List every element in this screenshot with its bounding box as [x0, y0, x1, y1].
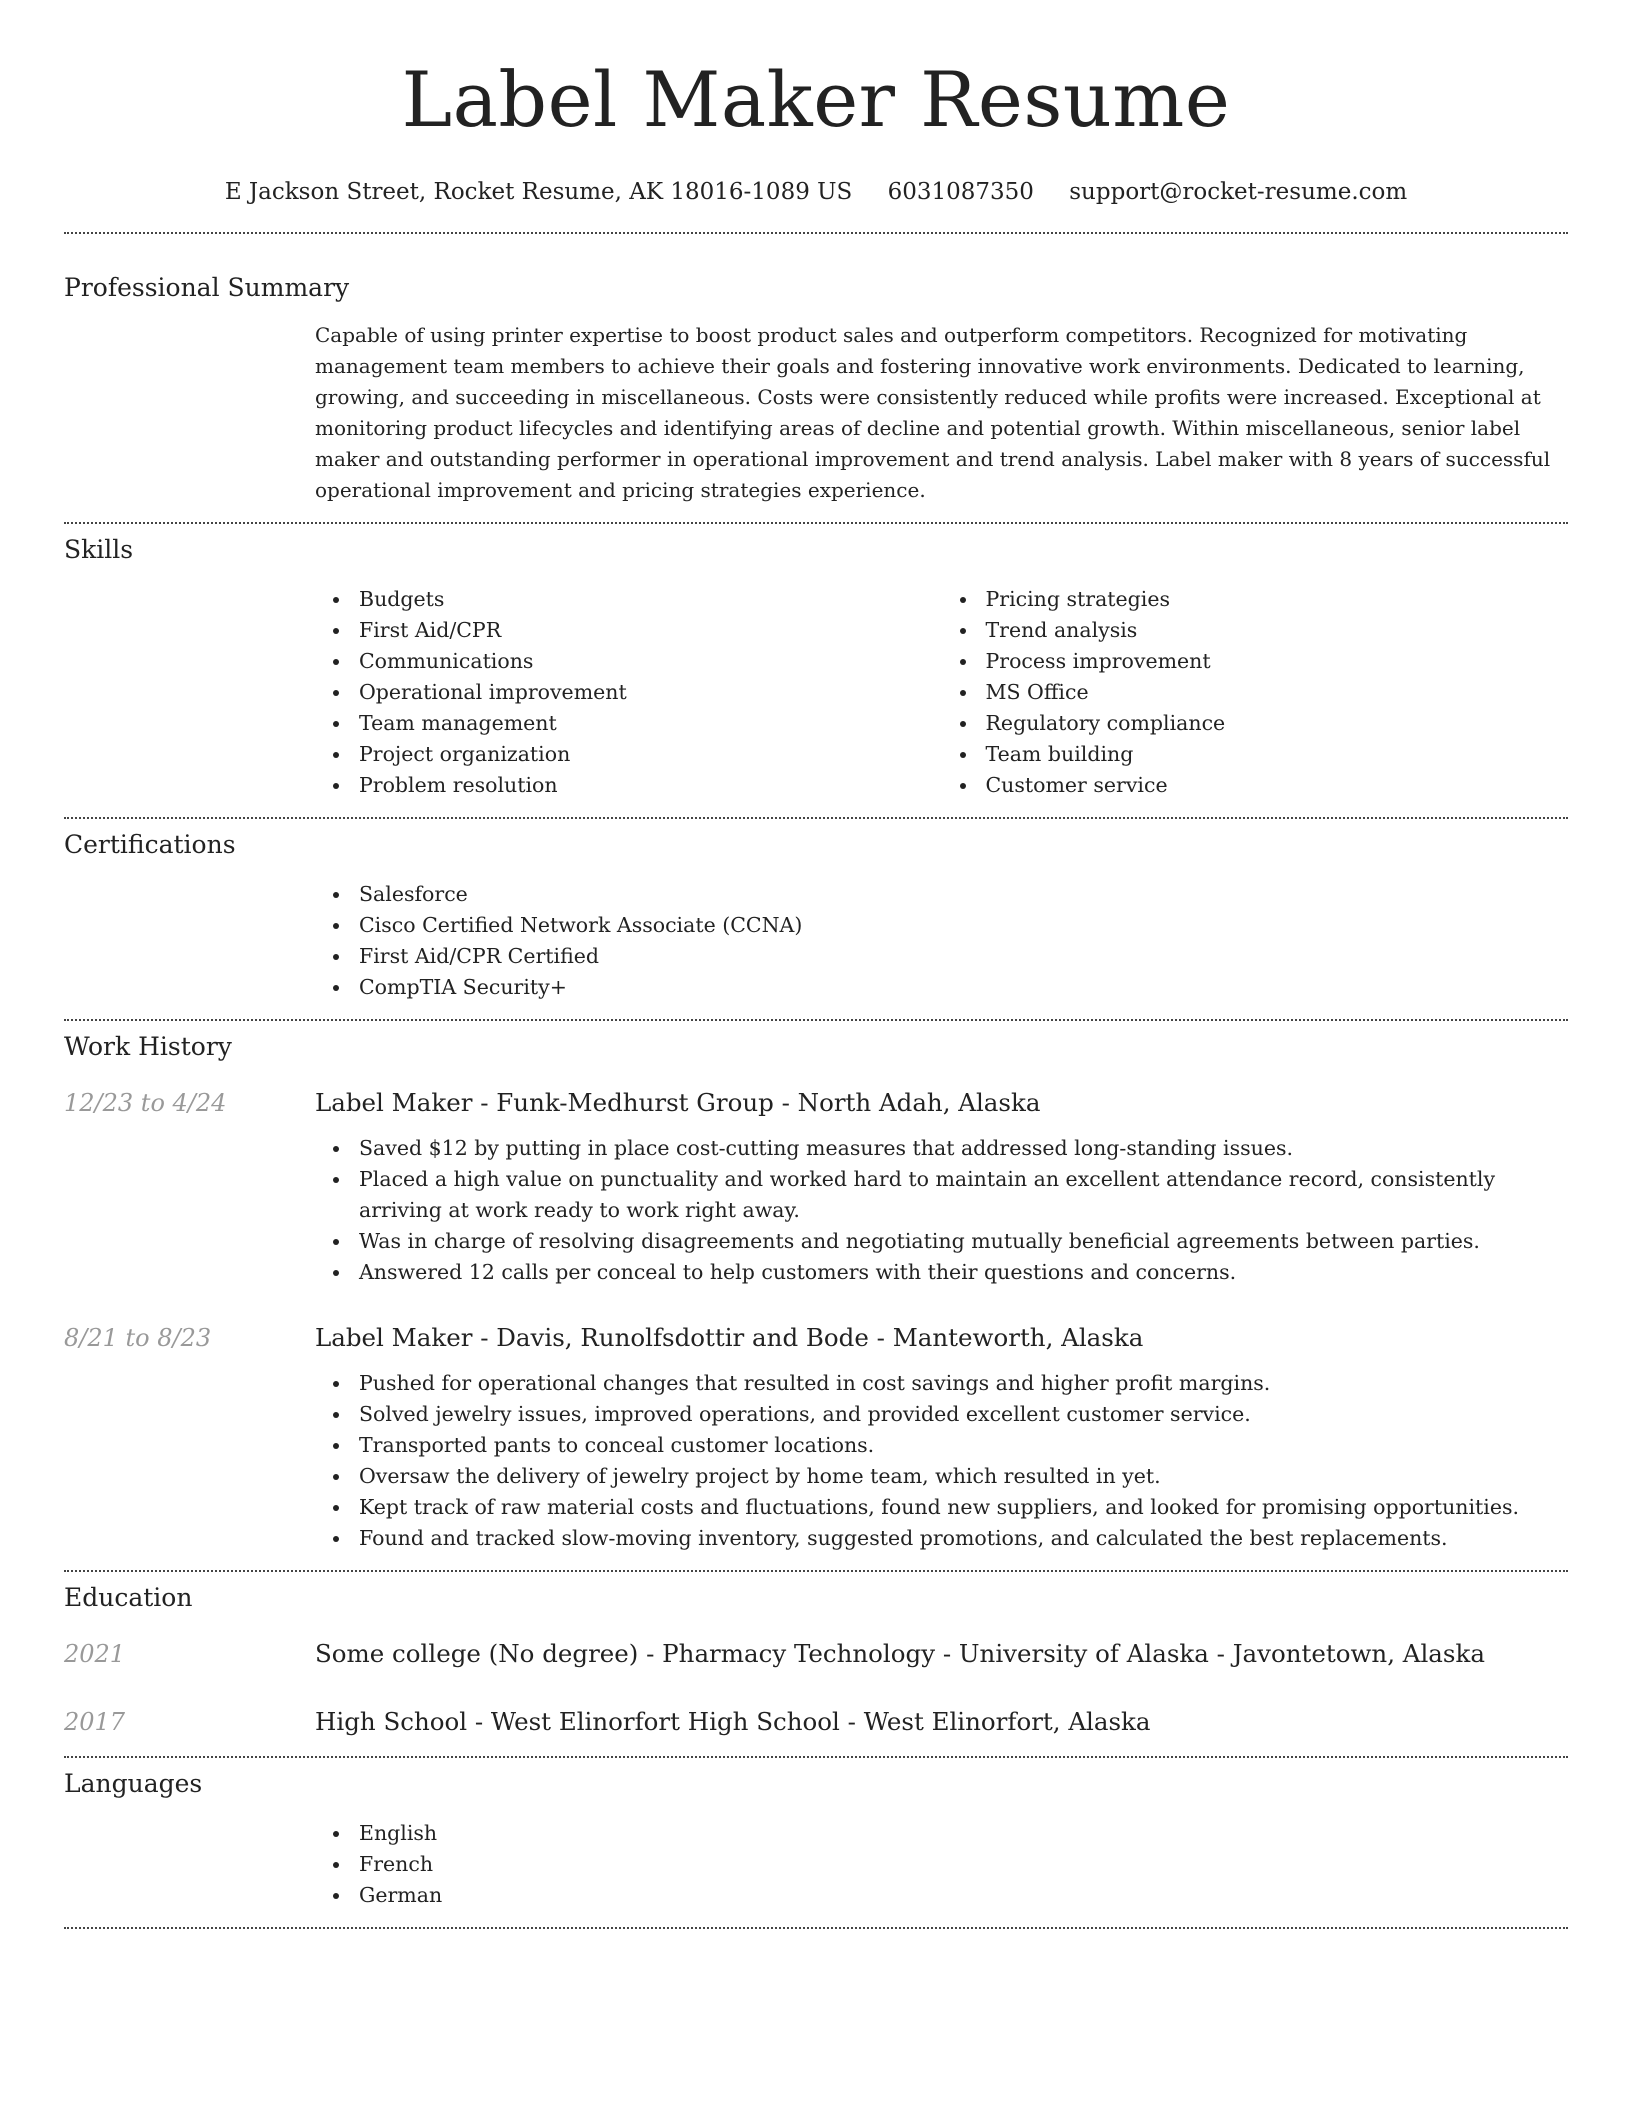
- list-item: Team building: [986, 739, 1569, 770]
- summary-text: Capable of using printer expertise to boost product sales and outperform competitors. Recognized for motivating management team members to achieve their goals and fostering innovative work environments. Dedicated to learning, growing, and succeeding in miscellaneous. Costs were consistently reduced while profits were increased. Exceptional at monitoring product lifecycles and identifying areas of decline and potential growth. Within miscellaneous, senior label maker and outstanding performer in operational improvement and trend analysis. Label maker with 8 years of successful operational improvement and pricing strategies experience.: [315, 323, 1551, 502]
- languages-list: [315, 1818, 1568, 1911]
- contact-line: [64, 176, 1568, 208]
- skills-list-right: [942, 584, 1569, 801]
- education-date: 2017: [64, 1708, 126, 1736]
- list-item: Regulatory compliance: [986, 708, 1569, 739]
- list-item: Oversaw the delivery of jewelry project by home team, which resulted in yet.: [359, 1461, 1568, 1492]
- job-entry: [64, 1087, 1568, 1288]
- job-date: 8/21 to 8/23: [64, 1324, 212, 1352]
- list-item: Was in charge of resolving disagreements and negotiating mutually beneficial agreements between parties.: [359, 1226, 1568, 1257]
- list-item: German: [359, 1880, 1568, 1911]
- skills-columns: [315, 584, 1568, 801]
- list-item: Problem resolution: [359, 770, 942, 801]
- work-section: [64, 1021, 1568, 1554]
- summary-section: [64, 234, 1568, 506]
- list-item: Solved jewelry issues, improved operations, and provided excellent customer service.: [359, 1399, 1568, 1430]
- job-body: [315, 1322, 1568, 1554]
- list-item: Process improvement: [986, 646, 1569, 677]
- skills-list-left: [315, 584, 942, 801]
- list-item: MS Office: [986, 677, 1569, 708]
- job-title: Label Maker - Funk-Medhurst Group - North Adah, Alaska: [315, 1088, 1041, 1117]
- resume-title: Label Maker Resume: [401, 55, 1231, 144]
- list-item: Budgets: [359, 584, 942, 615]
- certifications-heading: Certifications: [64, 830, 236, 859]
- list-item: Answered 12 calls per conceal to help customers with their questions and concerns.: [359, 1257, 1568, 1288]
- education-heading: Education: [64, 1583, 193, 1612]
- list-item: French: [359, 1849, 1568, 1880]
- list-item: Communications: [359, 646, 942, 677]
- resume-page: [64, 0, 1568, 1929]
- education-section: [64, 1572, 1568, 1738]
- certifications-list: [315, 879, 1568, 1003]
- job-title: Label Maker - Davis, Runolfsdottir and Bode - Manteworth, Alaska: [315, 1323, 1144, 1352]
- contact-address: E Jackson Street, Rocket Resume, AK 18016-1089 US: [224, 179, 853, 205]
- list-item: Operational improvement: [359, 677, 942, 708]
- list-item: Pricing strategies: [986, 584, 1569, 615]
- summary-heading: Professional Summary: [64, 273, 350, 302]
- contact-phone: 6031087350: [887, 179, 1034, 205]
- divider: [64, 1927, 1568, 1929]
- education-title: Some college (No degree) - Pharmacy Technology - University of Alaska - Javontetown, Alaska: [315, 1639, 1485, 1668]
- skills-heading: Skills: [64, 535, 134, 564]
- list-item: Trend analysis: [986, 615, 1569, 646]
- education-entry: [64, 1706, 1568, 1738]
- list-item: Team management: [359, 708, 942, 739]
- list-item: First Aid/CPR: [359, 615, 942, 646]
- list-item: Found and tracked slow-moving inventory, suggested promotions, and calculated the best replacements.: [359, 1523, 1568, 1554]
- list-item: Project organization: [359, 739, 942, 770]
- job-date: 12/23 to 4/24: [64, 1089, 227, 1117]
- list-item: Salesforce: [359, 879, 1568, 910]
- languages-heading: Languages: [64, 1769, 203, 1798]
- contact-email: support@rocket-resume.com: [1069, 179, 1408, 205]
- languages-content: [315, 1818, 1568, 1911]
- list-item: English: [359, 1818, 1568, 1849]
- skills-section: [64, 524, 1568, 801]
- job-body: [315, 1087, 1568, 1288]
- certifications-section: [64, 819, 1568, 1003]
- list-item: Kept track of raw material costs and fluctuations, found new suppliers, and looked for promising opportunities.: [359, 1492, 1568, 1523]
- list-item: Cisco Certified Network Associate (CCNA): [359, 910, 1568, 941]
- list-item: Transported pants to conceal customer locations.: [359, 1430, 1568, 1461]
- list-item: Pushed for operational changes that resulted in cost savings and higher profit margins.: [359, 1368, 1568, 1399]
- list-item: First Aid/CPR Certified: [359, 941, 1568, 972]
- job-bullets: [315, 1368, 1568, 1554]
- list-item: Saved $12 by putting in place cost-cutting measures that addressed long-standing issues.: [359, 1133, 1568, 1164]
- list-item: Placed a high value on punctuality and worked hard to maintain an excellent attendance record, consistently arriving at work ready to work right away.: [359, 1164, 1568, 1226]
- list-item: Customer service: [986, 770, 1569, 801]
- work-heading: Work History: [64, 1032, 232, 1061]
- education-date: 2021: [64, 1640, 126, 1668]
- education-title: High School - West Elinorfort High School - West Elinorfort, Alaska: [315, 1707, 1151, 1736]
- languages-section: [64, 1758, 1568, 1911]
- education-entry: [64, 1638, 1568, 1670]
- certifications-content: [315, 879, 1568, 1003]
- job-bullets: [315, 1133, 1568, 1288]
- list-item: CompTIA Security+: [359, 972, 1568, 1003]
- job-entry: [64, 1322, 1568, 1554]
